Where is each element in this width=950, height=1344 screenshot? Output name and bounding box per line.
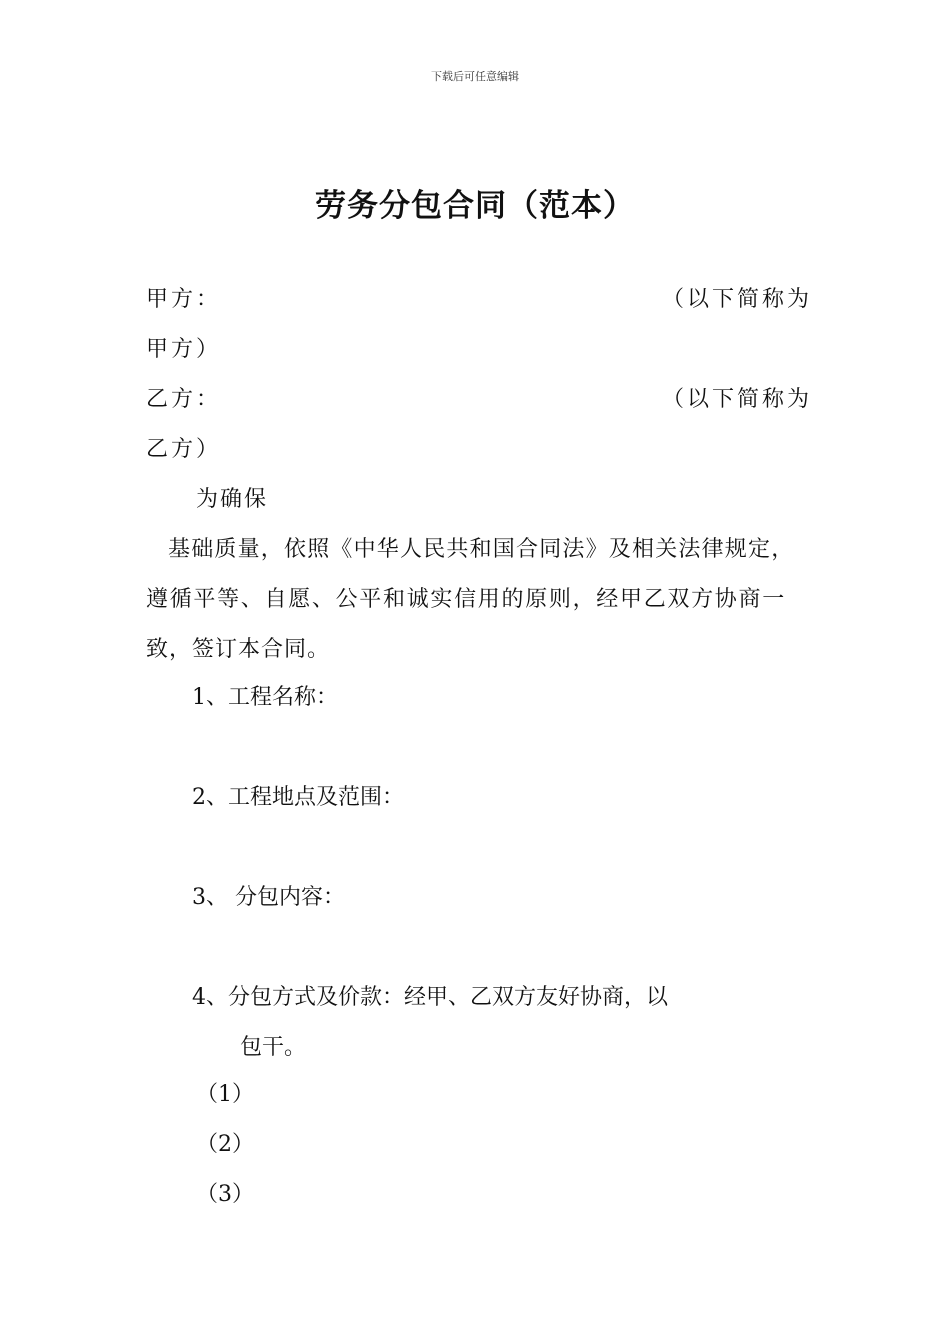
sub-item-1: （1） (196, 1082, 254, 1107)
intro-line-3: 遵循平等、自愿、公平和诚实信用的原则，经甲乙双方协商一 (146, 587, 786, 612)
intro-line-4: 致，签订本合同。 (146, 637, 331, 662)
clause-4-continuation: 包干。 (240, 1035, 307, 1060)
party-b-alias-prefix: （以下简称为 (662, 387, 813, 412)
document-title: 劳务分包合同（范本） (315, 188, 635, 224)
clause-3-subcontract-content: 3、 分包内容： (192, 885, 345, 910)
header-note: 下载后可任意编辑 (431, 70, 519, 83)
sub-item-2: （2） (196, 1132, 254, 1157)
intro-line-1: 为确保 (196, 487, 269, 512)
sub-item-3: （3） (196, 1182, 254, 1207)
party-b-label: 乙方： (146, 387, 222, 412)
party-a-alias-suffix: 甲方） (146, 337, 222, 362)
clause-1-project-name: 1、工程名称： (192, 685, 338, 710)
party-a-label: 甲方： (146, 287, 222, 312)
party-a-alias-prefix: （以下简称为 (662, 287, 813, 312)
clause-2-location-scope: 2、工程地点及范围： (192, 785, 404, 810)
clause-4-method-price: 4、分包方式及价款：经甲、乙双方友好协商，以 (192, 985, 668, 1010)
party-b-alias-suffix: 乙方） (146, 437, 222, 462)
intro-line-2: 基础质量，依照《中华人民共和国合同法》及相关法律规定， (168, 537, 795, 562)
